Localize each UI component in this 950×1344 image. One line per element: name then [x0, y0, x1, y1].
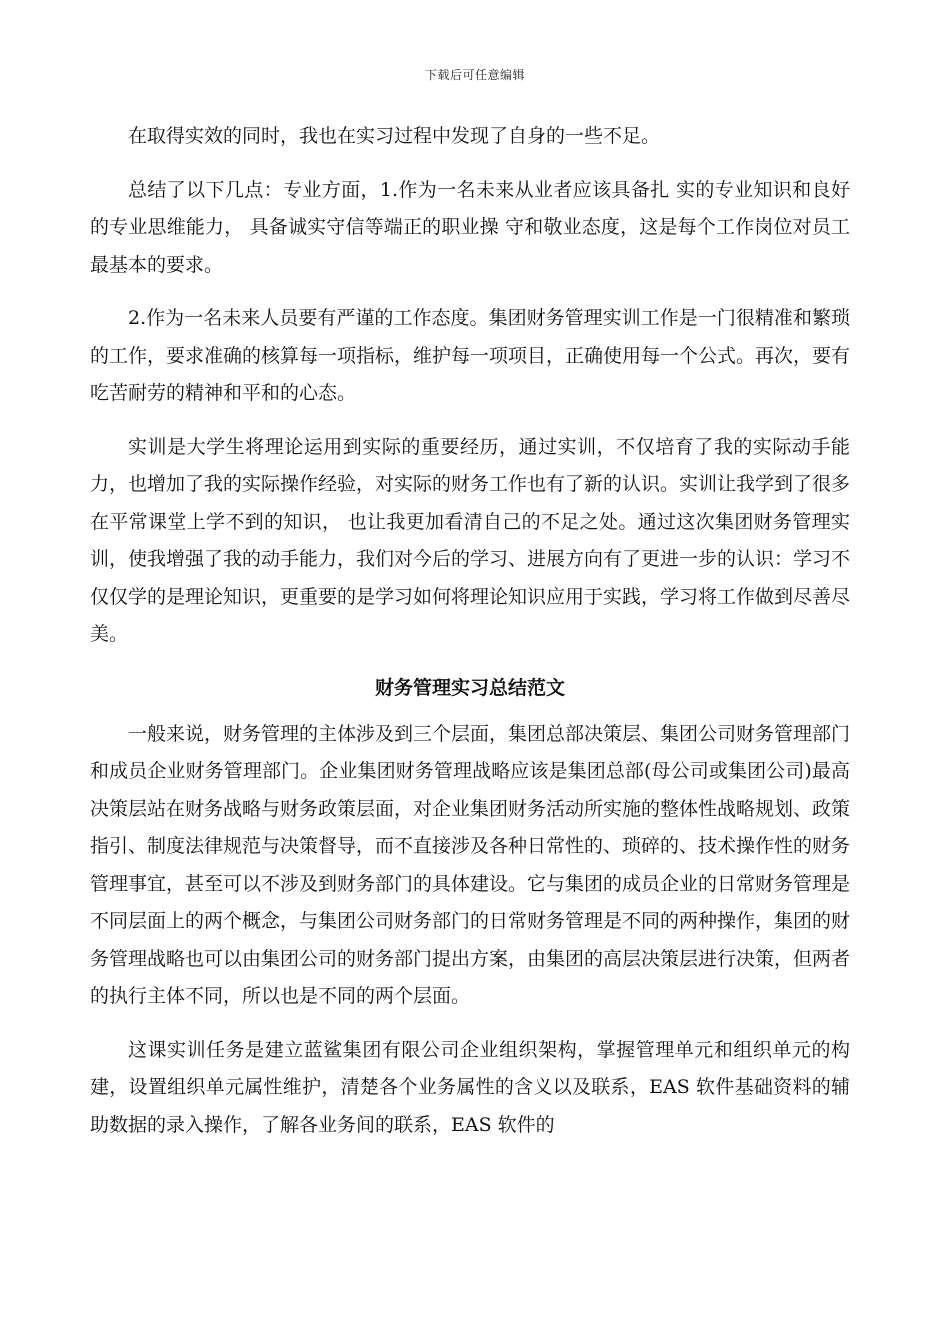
paragraph: 这课实训任务是建立蓝鲨集团有限公司企业组织架构，掌握管理单元和组织单元的构建，设置组织单元属性维护，清楚各个业务属性的含义以及联系，EAS 软件基础资料的辅助数据的录入操作，了解各业务间的联系，EAS 软件的 [90, 1038, 850, 1136]
paragraph: 实训是大学生将理论运用到实际的重要经历，通过实训，不仅培育了我的实际动手能力，也增加了我的实际操作经验，对实际的财务工作也有了新的认识。实训让我学到了很多在平常课堂上学不到的知识， 也让我更加看清自己的不足之处。通过这次集团财务管理实训，使我增强了我的动手能力，我们对今后的学习、进展方向有了更进一步的认识：学习不仅仅学的是理论知识，更重要的是学习如何将理论知识应用于实践，学习将工作做到尽善尽美。 [90, 435, 851, 645]
paragraph: 在取得实效的同时，我也在实习过程中发现了自身的一些不足。 [128, 125, 661, 147]
document-body [90, 118, 850, 1160]
section-title: 财务管理实习总结范文 [374, 676, 565, 699]
paragraph: 一般来说，财务管理的主体涉及到三个层面，集团总部决策层、集团公司财务管理部门和成员企业财务管理部门。企业集团财务管理战略应该是集团总部(母公司或集团公司)最高决策层站在财务战略与财务政策层面，对企业集团财务活动所实施的整体性战略规划、政策指引、制度法律规范与决策督导，而不直接涉及各种日常性的、琐碎的、技术操作性的财务管理事宜，甚至可以不涉及到财务部门的具体建设。它与集团的成员企业的日常财务管理是不同层面上的两个概念，与集团公司财务部门的日常财务管理是不同的两种操作，集团的财务管理战略也可以由集团公司的财务部门提出方案，由集团的高层决策层进行决策，但两者的执行主体不同，所以也是不同的两个层面。 [90, 722, 851, 1007]
page-header: 下载后可任意编辑 [424, 68, 525, 82]
paragraph: 2.作为一名未来人员要有严谨的工作态度。集团财务管理实训工作是一门很精准和繁琐的工作，要求准确的核算每一项指标，维护每一项项目，正确使用每一个公式。再次，要有吃苦耐劳的精神和平和的心态。 [90, 307, 851, 404]
paragraph: 总结了以下几点：专业方面，1.作为一名未来从业者应该具备扎 实的专业知识和良好的专业思维能力， 具备诚实守信等端正的职业操 守和敬业态度，这是每个工作岗位对员工最基本的要求。 [90, 178, 850, 276]
